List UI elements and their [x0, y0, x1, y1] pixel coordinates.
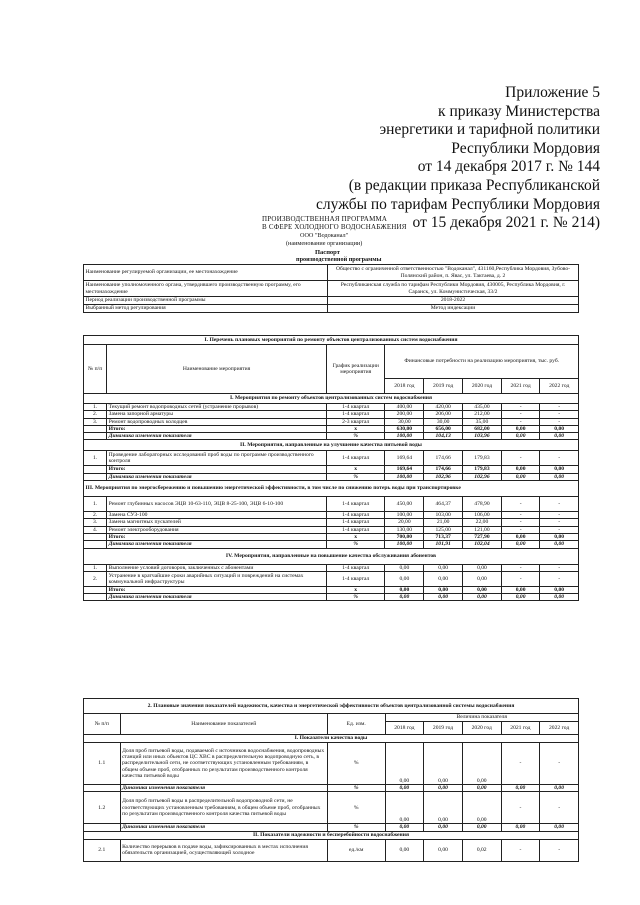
unit-cell: % [326, 594, 385, 601]
value-cell: 420,00 [424, 404, 463, 411]
passport-row [84, 281, 579, 297]
value-cell: 0,00 [501, 541, 540, 548]
value-cell: 0,00 [385, 564, 424, 571]
section-title-row [84, 440, 579, 451]
organization-note: (наименование организации) [286, 240, 363, 247]
activity-schedule: 1-4 квартал [326, 404, 385, 411]
value-cell: 179,83 [463, 466, 502, 473]
value-cell: - [501, 519, 540, 526]
passport-row [84, 305, 579, 313]
value-cell: - [540, 512, 579, 519]
value-cell: 103,96 [463, 433, 502, 440]
value-cell: - [501, 526, 540, 533]
dynamics-label: Динамика изменения показателя [107, 594, 327, 601]
row-num [84, 433, 107, 440]
value-cell: 0,00 [501, 785, 540, 792]
activity-name: Текущий ремонт водопроводных сетей (устранение прорывов) [107, 404, 327, 411]
value-cell: 400,00 [385, 404, 424, 411]
passport-label: Выбранный метод регулирования [84, 305, 328, 313]
value-cell: 20,00 [385, 519, 424, 526]
value-cell: 100,00 [385, 473, 424, 480]
row-num [84, 533, 107, 540]
appendix-line: (в редакции приказа Республиканской [348, 176, 600, 194]
value-cell: 103,00 [424, 512, 463, 519]
row-num: 1. [84, 564, 107, 571]
table1-header-row [84, 345, 579, 379]
row-num: 2. [84, 411, 107, 418]
value-cell: 0,00 [424, 824, 463, 831]
value-cell: 0,00 [540, 473, 579, 480]
value-cell: - [501, 792, 540, 824]
row-num [84, 824, 121, 831]
row-num: 1. [84, 497, 107, 512]
value-cell: 0,00 [540, 824, 579, 831]
indicator-row [84, 792, 579, 824]
activity-name: Ремонт водопроводных колодцев [107, 418, 327, 425]
value-cell: 174,66 [424, 451, 463, 466]
activity-schedule: 1-4 квартал [326, 526, 385, 533]
dynamics-label: Динамика изменения показателя [107, 473, 327, 480]
activity-row [84, 564, 579, 571]
value-cell: - [540, 519, 579, 526]
activity-row [84, 519, 579, 526]
value-cell: 630,00 [385, 425, 424, 432]
total-row [84, 425, 579, 432]
value-cell: 169,64 [385, 466, 424, 473]
activity-row [84, 526, 579, 533]
value-cell: 106,00 [463, 512, 502, 519]
passport-title: Паспорт [315, 249, 340, 256]
year-header: 2022 год [540, 379, 579, 394]
value-cell: 30,00 [424, 418, 463, 425]
value-cell: 0,00 [424, 743, 463, 785]
value-cell: 0,00 [385, 839, 424, 861]
activity-schedule: 1-4 квартал [326, 497, 385, 512]
indicator-name: Количество перерывов в подаче воды, зафиксированных в местах исполнения обязательств организацией, осуществляющей холодное [120, 839, 327, 861]
activity-name: Ремонт электрооборудования [107, 526, 327, 533]
value-cell: 101,91 [424, 541, 463, 548]
header-values: Величина показателя [385, 714, 579, 722]
value-cell: 212,00 [463, 411, 502, 418]
appendix-header [200, 84, 600, 233]
row-num [84, 466, 107, 473]
value-cell: 0,00 [385, 743, 424, 785]
passport-value: Общество с ограниченной ответственностью "Водоканал", 431160,Республика Мордовия, Зубово-Полянский район, п. Явас, ул. Тактаева, д. 2 [328, 265, 579, 281]
section-title: IV. Мероприятия, направленные на повышение качества обслуживания абонентов [84, 548, 579, 564]
table1-caption: I. Перечень плановых мероприятий по ремонту объектов централизованных систем водоснабжения [84, 336, 579, 345]
total-row [84, 533, 579, 540]
row-num [84, 473, 107, 480]
activity-schedule: 1-4 квартал [326, 564, 385, 571]
value-cell: 0,00 [462, 792, 501, 824]
activity-name: Замена магнитных пускателей [107, 519, 327, 526]
passport-label: Наименование регулируемой организации, ее местонахождение [84, 265, 328, 281]
dynamics-label: Динамика изменения показателя [107, 541, 327, 548]
value-cell: - [501, 497, 540, 512]
section-title-row [84, 831, 579, 839]
value-cell: - [540, 411, 579, 418]
row-num: 2. [84, 512, 107, 519]
total-label: Итого: [107, 425, 327, 432]
row-num: 4. [84, 526, 107, 533]
value-cell: 0,00 [501, 433, 540, 440]
value-cell: - [501, 564, 540, 571]
value-cell: 0,00 [501, 586, 540, 593]
appendix-line: службы по тарифам Республики Мордовия [316, 195, 600, 213]
header-schedule: График реализации мероприятия [326, 345, 385, 394]
year-header: 2020 год [462, 722, 501, 735]
row-num: 2.1 [84, 839, 121, 861]
value-cell: 0,00 [424, 571, 463, 586]
header-finance: Финансовые потребности на реализацию мероприятия, тыс. руб. [385, 345, 579, 379]
row-num [84, 594, 107, 601]
row-num: 1. [84, 404, 107, 411]
value-cell: - [501, 411, 540, 418]
value-cell: 0,00 [540, 425, 579, 432]
value-cell: - [540, 526, 579, 533]
value-cell: 478,90 [463, 497, 502, 512]
activity-schedule: 1-4 квартал [326, 519, 385, 526]
value-cell: - [501, 839, 540, 861]
value-cell: 206,00 [424, 411, 463, 418]
indicator-name: Доля проб питьевой воды в распределительной водопроводной сети, не соответствующих установленным требованиям, в общем объеме проб, отобранных по результатам производственного контроля качества питьевой воды [120, 792, 327, 824]
value-cell: 0,00 [385, 792, 424, 824]
indicator-name: Доля проб питьевой воды, подаваемой с источников водоснабжения, водопроводных станций или иных объектов ЦС ХВС в распределительную водопроводную сеть, в распределительной сети, не соответствующих установленным требованиям, в общем объеме проб, отобранных по результатам производственного контроля качества питьевой воды [120, 743, 327, 785]
unit-cell: x [326, 425, 385, 432]
activity-row [84, 512, 579, 519]
activities-table [83, 335, 579, 601]
passport-value: Метод индексации [328, 305, 579, 313]
section-title-row [84, 548, 579, 564]
year-header: 2019 год [424, 722, 463, 735]
value-cell: 22,00 [463, 519, 502, 526]
row-num [84, 586, 107, 593]
passport-row [84, 297, 579, 305]
value-cell: 656,00 [424, 425, 463, 432]
header-num: № п/п [84, 345, 107, 394]
passport-value: 2018-2022 [328, 297, 579, 305]
activity-schedule: 1-4 квартал [326, 512, 385, 519]
value-cell: 0,00 [463, 586, 502, 593]
value-cell: 700,00 [385, 533, 424, 540]
table2-header-row [84, 714, 579, 722]
appendix-line: от 14 декабря 2017 г. № 144 [417, 158, 600, 176]
unit-cell: x [326, 466, 385, 473]
value-cell: 0,00 [463, 594, 502, 601]
value-cell: 21,00 [424, 519, 463, 526]
unit-cell: x [326, 586, 385, 593]
year-header: 2020 год [463, 379, 502, 394]
unit-cell: % [326, 541, 385, 548]
section-title: III. Мероприятия по энергосбережению и повышению энергетической эффективности, в том числе по снижению потерь воды при транспортировке [84, 481, 579, 497]
value-cell: 0,00 [501, 533, 540, 540]
table1-caption-row [84, 336, 579, 345]
value-cell: 0,00 [385, 571, 424, 586]
value-cell: 121,00 [463, 526, 502, 533]
value-cell: 100,00 [385, 512, 424, 519]
value-cell: 0,00 [462, 824, 501, 831]
value-cell: - [540, 451, 579, 466]
value-cell: 0,00 [385, 824, 424, 831]
value-cell: 169,64 [385, 451, 424, 466]
value-cell: 0,00 [540, 785, 579, 792]
dynamics-row [84, 473, 579, 480]
value-cell: - [540, 743, 579, 785]
row-num: 3. [84, 519, 107, 526]
value-cell: - [540, 571, 579, 586]
value-cell: 0,00 [501, 466, 540, 473]
appendix-line: Приложение 5 [505, 84, 600, 101]
scan-mark [250, 2, 330, 8]
activity-row [84, 497, 579, 512]
value-cell: 0,00 [385, 586, 424, 593]
indicator-row [84, 743, 579, 785]
row-num: 1. [84, 451, 107, 466]
value-cell: - [501, 418, 540, 425]
dynamics-label: Динамика изменения показателя [120, 785, 327, 792]
year-header: 2018 год [385, 722, 424, 735]
activity-schedule: 2-3 квартал [326, 418, 385, 425]
section-title-row [84, 481, 579, 497]
program-title-line2: В СФЕРЕ ХОЛОДНОГО ВОДОСНАБЖЕНИЯ [262, 223, 407, 231]
value-cell: 174,66 [424, 466, 463, 473]
value-cell: 0,02 [462, 839, 501, 861]
activity-name: Устранение в кратчайшие сроки аварийных ситуаций и повреждений на системах коммунальной инфраструктуры [107, 571, 327, 586]
organization-name: ООО "Водоканал" [300, 232, 349, 239]
value-cell: - [540, 418, 579, 425]
passport-label: Наименование уполномоченного органа, утвердившего производственную программу, его местонахождение [84, 281, 328, 297]
value-cell: 104,13 [424, 433, 463, 440]
value-cell: 0,00 [501, 473, 540, 480]
section-title: I. Мероприятия по ремонту объектов централизованных систем водоснабжения [84, 394, 579, 404]
total-row [84, 466, 579, 473]
unit-cell: % [326, 473, 385, 480]
row-num: 3. [84, 418, 107, 425]
year-header: 2019 год [424, 379, 463, 394]
header-name: Наименование мероприятия [107, 345, 327, 394]
value-cell: 464,37 [424, 497, 463, 512]
value-cell: 0,00 [463, 571, 502, 586]
unit-cell: ед./км [327, 839, 385, 861]
value-cell: - [501, 512, 540, 519]
dynamics-row [84, 594, 579, 601]
activity-name: Замена СУЗ-100 [107, 512, 327, 519]
value-cell: 0,00 [424, 785, 463, 792]
value-cell: - [540, 839, 579, 861]
value-cell: 130,00 [385, 526, 424, 533]
value-cell: 0,00 [385, 785, 424, 792]
row-num [84, 785, 121, 792]
section-title: II. Мероприятия, направленные на улучшение качества питьевой воды [84, 440, 579, 451]
unit-cell: % [327, 824, 385, 831]
value-cell: 102,96 [424, 473, 463, 480]
unit-cell: % [327, 785, 385, 792]
activity-name: Замена запорной арматуры [107, 411, 327, 418]
section-title-row [84, 394, 579, 404]
value-cell: 0,00 [424, 586, 463, 593]
value-cell: 102,04 [463, 541, 502, 548]
passport-subtitle: производственной программы [296, 256, 382, 263]
section-title: II. Показатели надежности и бесперебойности водоснабжения [84, 831, 579, 839]
value-cell: - [501, 571, 540, 586]
value-cell: 682,00 [463, 425, 502, 432]
header-unit: Ед. изм. [327, 714, 385, 735]
row-num [84, 425, 107, 432]
value-cell: 0,00 [501, 824, 540, 831]
passport-label: Период реализации производственной программы [84, 297, 328, 305]
program-title [262, 215, 407, 231]
appendix-line: от 15 декабря 2021 г. № 214) [412, 214, 600, 232]
total-label: Итого: [107, 466, 327, 473]
passport-value: Республиканская служба по тарифам Республики Мордовия, 430005, Республика Мордовия, г. Саранск, ул. Коммунистическая, 33/2 [328, 281, 579, 297]
value-cell: 0,00 [540, 466, 579, 473]
value-cell: 0,00 [462, 785, 501, 792]
total-label: Итого: [107, 533, 327, 540]
total-row [84, 586, 579, 593]
value-cell: 0,00 [540, 586, 579, 593]
value-cell: 0,00 [424, 564, 463, 571]
row-num: 2. [84, 571, 107, 586]
value-cell: - [501, 743, 540, 785]
value-cell: 0,00 [540, 541, 579, 548]
row-num [84, 541, 107, 548]
value-cell: 35,00 [463, 418, 502, 425]
value-cell: 435,00 [463, 404, 502, 411]
value-cell: - [501, 404, 540, 411]
dynamics-row [84, 824, 579, 831]
activity-row [84, 451, 579, 466]
value-cell: 200,00 [385, 411, 424, 418]
dynamics-row [84, 785, 579, 792]
passport-row [84, 265, 579, 281]
activity-schedule: 1-4 квартал [326, 451, 385, 466]
year-header: 2018 год [385, 379, 424, 394]
value-cell: 0,00 [540, 433, 579, 440]
dynamics-row [84, 541, 579, 548]
table2-caption-row [84, 699, 579, 714]
activity-row [84, 418, 579, 425]
activity-schedule: 1-4 квартал [326, 411, 385, 418]
unit-cell: % [327, 792, 385, 824]
passport-table [83, 264, 579, 313]
unit-cell: x [326, 533, 385, 540]
value-cell: 0,00 [540, 533, 579, 540]
indicators-table [83, 698, 579, 862]
row-num: 1.1 [84, 743, 121, 785]
section-title-row [84, 735, 579, 743]
value-cell: 125,00 [424, 526, 463, 533]
value-cell: 0,00 [501, 594, 540, 601]
value-cell: - [540, 404, 579, 411]
value-cell: 0,00 [540, 594, 579, 601]
value-cell: 0,00 [424, 594, 463, 601]
program-title-line1: ПРОИЗВОДСТВЕННАЯ ПРОГРАММА [262, 215, 388, 223]
year-header: 2021 год [501, 722, 540, 735]
activity-row [84, 571, 579, 586]
value-cell: - [540, 792, 579, 824]
activity-row [84, 411, 579, 418]
header-num: № п/п [84, 714, 121, 735]
value-cell: 179,83 [463, 451, 502, 466]
appendix-line: Республики Мордовия [451, 139, 600, 157]
value-cell: 450,00 [385, 497, 424, 512]
table2-caption: 2. Плановые значения показателей надежности, качества и энергетической эффективности объектов централизованной системы водоснабжения [84, 699, 579, 714]
activity-name: Ремонт глубинных насосов ЭЦВ 10-63-110, ЭЦВ 8-25-100, ЭЦВ 6-10-100 [107, 497, 327, 512]
activity-schedule: 1-4 квартал [326, 571, 385, 586]
value-cell: 30,00 [385, 418, 424, 425]
dynamics-row [84, 433, 579, 440]
value-cell: 0,00 [424, 839, 463, 861]
activity-name: Проведение лабораторных исследований проб воды по программе производственного контроля [107, 451, 327, 466]
value-cell: 100,00 [385, 541, 424, 548]
dynamics-label: Динамика изменения показателя [107, 433, 327, 440]
indicator-row [84, 839, 579, 861]
value-cell: - [540, 497, 579, 512]
value-cell: 0,00 [462, 743, 501, 785]
unit-cell: % [326, 433, 385, 440]
section-title: I. Показатели качества воды [84, 735, 579, 743]
activity-name: Выполнение условий договоров, заключенных с абонентами [107, 564, 327, 571]
unit-cell: % [327, 743, 385, 785]
header-name: Наименование показателей [120, 714, 327, 735]
value-cell: 727,90 [463, 533, 502, 540]
value-cell: 0,00 [385, 594, 424, 601]
value-cell: 100,00 [385, 433, 424, 440]
row-num: 1.2 [84, 792, 121, 824]
value-cell: 102,96 [463, 473, 502, 480]
appendix-line: к приказу Министерства [438, 102, 600, 120]
value-cell: 0,00 [463, 564, 502, 571]
value-cell: 713,37 [424, 533, 463, 540]
dynamics-label: Динамика изменения показателя [120, 824, 327, 831]
value-cell: 0,00 [424, 792, 463, 824]
value-cell: 0,00 [501, 425, 540, 432]
value-cell: - [501, 451, 540, 466]
year-header: 2022 год [540, 722, 579, 735]
appendix-line: энергетики и тарифной политики [379, 121, 600, 139]
value-cell: - [540, 564, 579, 571]
activity-row [84, 404, 579, 411]
year-header: 2021 год [501, 379, 540, 394]
total-label: Итого: [107, 586, 327, 593]
